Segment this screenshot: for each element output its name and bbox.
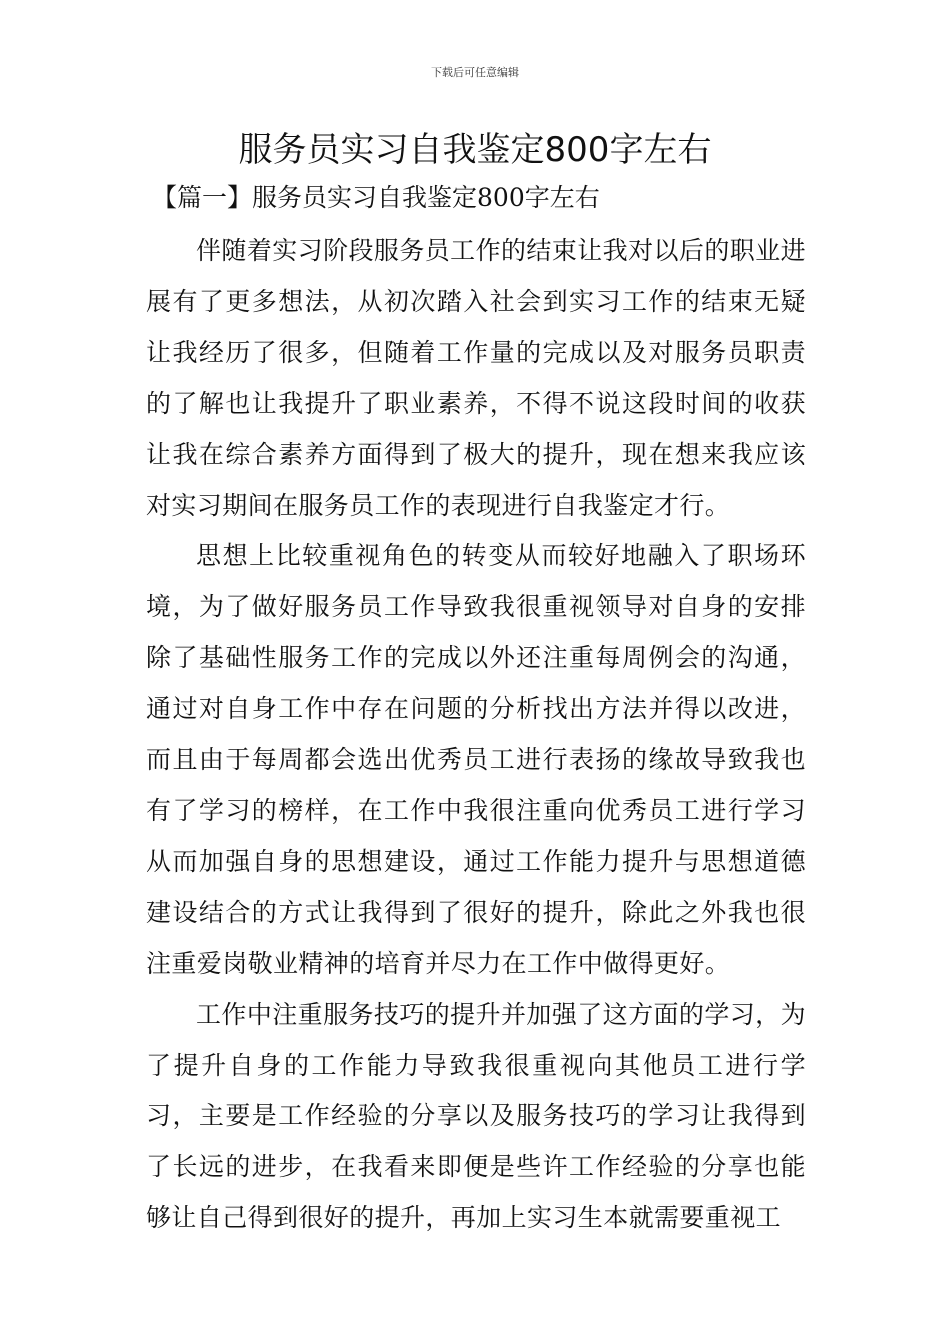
section-heading: 【篇一】服务员实习自我鉴定800字左右 [152, 183, 600, 212]
document-title: 服务员实习自我鉴定800字左右 [238, 130, 712, 170]
paragraph-3: 工作中注重服务技巧的提升并加强了这方面的学习，为了提升自身的工作能力导致我很重视向其他员工进行学习，主要是工作经验的分享以及服务技巧的学习让我得到了长远的进步，在我看来即便是些许工作经验的分享也能够让自己得到很好的提升，再加上实习生本就需要重视工 [146, 999, 806, 1233]
document-body [146, 226, 806, 1244]
header-note: 下载后可任意编辑 [431, 66, 519, 79]
paragraph-1: 伴随着实习阶段服务员工作的结束让我对以后的职业进展有了更多想法，从初次踏入社会到实习工作的结束无疑让我经历了很多，但随着工作量的完成以及对服务员职责的了解也让我提升了职业素养，不得不说这段时间的收获让我在综合素养方面得到了极大的提升，现在想来我应该对实习期间在服务员工作的表现进行自我鉴定才行。 [146, 236, 806, 520]
paragraph-2: 思想上比较重视角色的转变从而较好地融入了职场环境，为了做好服务员工作导致我很重视领导对自身的安排除了基础性服务工作的完成以外还注重每周例会的沟通，通过对自身工作中存在问题的分析找出方法并得以改进，而且由于每周都会选出优秀员工进行表扬的缘故导致我也有了学习的榜样，在工作中我很注重向优秀员工进行学习从而加强自身的思想建设，通过工作能力提升与思想道德建设结合的方式让我得到了很好的提升，除此之外我也很注重爱岗敬业精神的培育并尽力在工作中做得更好。 [146, 541, 806, 978]
